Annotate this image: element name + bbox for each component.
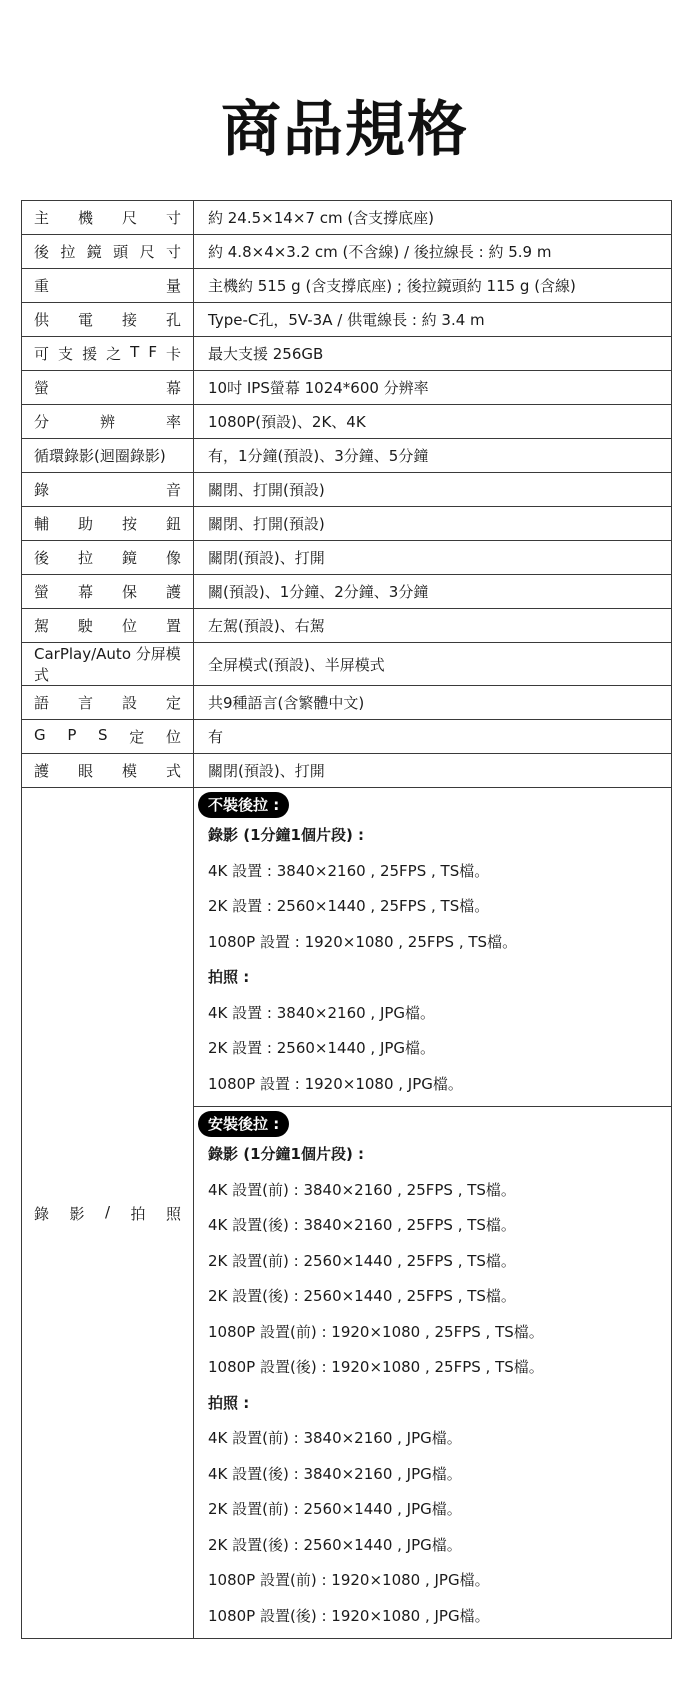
spec-row xyxy=(22,405,672,439)
spec-value-cell xyxy=(194,507,672,541)
video-heading: 錄影 (1分鐘1個片段) : xyxy=(208,826,365,844)
spec-value: 全屏模式(預設)、半屏模式 xyxy=(208,655,385,674)
section-badge: 不裝後拉 : xyxy=(198,792,289,818)
recording-label-spread: 錄 影 / 拍 照 xyxy=(34,1202,181,1223)
recording-row xyxy=(22,788,672,1639)
video-spec-line: 4K 設置(前) : 3840×2160 , 25FPS , TS檔。 xyxy=(208,1180,516,1199)
spec-label-cell xyxy=(22,686,194,720)
spec-row xyxy=(22,269,672,303)
spec-value: 左駕(預設)、右駕 xyxy=(208,617,325,635)
spec-label-cell xyxy=(22,609,194,643)
spec-row xyxy=(22,303,672,337)
spec-row xyxy=(22,575,672,609)
photo-spec-line: 2K 設置 : 2560×1440 , JPG檔。 xyxy=(208,1039,436,1057)
spec-label-cell xyxy=(22,473,194,507)
spec-value: 約 24.5×14×7 cm (含支撐底座) xyxy=(208,209,435,227)
spec-value-cell xyxy=(194,439,672,473)
photo-spec-line: 2K 設置(前) : 2560×1440 , JPG檔。 xyxy=(208,1500,462,1518)
photo-spec-line: 4K 設置(後) : 3840×2160 , JPG檔。 xyxy=(208,1464,462,1483)
spec-row xyxy=(22,643,672,686)
spec-label: 循環錄影(迴圈錄影) xyxy=(34,447,166,465)
spec-value-cell xyxy=(194,609,672,643)
spec-value: 有，1分鐘(預設)、3分鐘、5分鐘 xyxy=(208,447,429,465)
video-spec-line: 2K 設置(後) : 2560×1440 , 25FPS , TS檔。 xyxy=(208,1287,516,1305)
recording-section xyxy=(194,788,671,1107)
spec-label-spread: G P S 定 位 xyxy=(34,726,181,746)
spec-label-cell xyxy=(22,720,194,754)
photo-spec-line: 4K 設置(前) : 3840×2160 , JPG檔。 xyxy=(208,1429,462,1447)
spec-value: 有 xyxy=(208,728,224,746)
recording-section xyxy=(194,1107,671,1638)
spec-label-spread: 駕 駛 位 置 xyxy=(34,617,181,635)
spec-label-cell xyxy=(22,269,194,303)
spec-row xyxy=(22,473,672,507)
spec-value: 約 4.8×4×3.2 cm (不含線) / 後拉線長 : 約 5.9 m xyxy=(208,243,552,261)
video-spec-line: 2K 設置(前) : 2560×1440 , 25FPS , TS檔。 xyxy=(208,1251,516,1270)
section-badge: 安裝後拉 : xyxy=(198,1111,289,1137)
spec-value-cell xyxy=(194,473,672,507)
video-spec-line: 2K 設置 : 2560×1440 , 25FPS , TS檔。 xyxy=(208,897,490,915)
spec-label-spread: 分 辨 率 xyxy=(34,413,181,431)
spec-label: CarPlay/Auto 分屏模式 xyxy=(34,645,181,684)
spec-value: 最大支援 256GB xyxy=(208,345,324,363)
spec-value: 關閉(預設)、打開 xyxy=(208,762,325,780)
recording-value-cell xyxy=(194,788,672,1639)
spec-value-cell xyxy=(194,575,672,609)
spec-value-cell xyxy=(194,754,672,788)
spec-label-cell xyxy=(22,337,194,371)
spec-row xyxy=(22,754,672,788)
spec-label-spread: 螢 幕 保 護 xyxy=(34,583,181,601)
spec-label-cell xyxy=(22,201,194,235)
spec-value-cell xyxy=(194,371,672,405)
spec-value-cell xyxy=(194,541,672,575)
spec-value-cell xyxy=(194,337,672,371)
video-spec-line: 1080P 設置(後) : 1920×1080 , 25FPS , TS檔。 xyxy=(208,1358,544,1376)
spec-value-cell xyxy=(194,303,672,337)
spec-value: 關閉、打開(預設) xyxy=(208,515,325,533)
spec-label-cell xyxy=(22,507,194,541)
photo-heading: 拍照 : xyxy=(208,968,250,986)
spec-value: 共9種語言(含繁體中文) xyxy=(208,694,365,712)
photo-spec-line: 4K 設置 : 3840×2160 , JPG檔。 xyxy=(208,1003,436,1022)
photo-spec-line: 1080P 設置(前) : 1920×1080 , JPG檔。 xyxy=(208,1571,490,1589)
video-spec-line: 1080P 設置(前) : 1920×1080 , 25FPS , TS檔。 xyxy=(208,1322,544,1341)
spec-value: 主機約 515 g (含支撐底座) ; 後拉鏡頭約 115 g (含線) xyxy=(208,277,576,295)
spec-label-spread: 錄 音 xyxy=(34,481,181,499)
photo-heading: 拍照 : xyxy=(208,1393,250,1412)
spec-value: Type-C孔，5V-3A / 供電線長 : 約 3.4 m xyxy=(208,311,485,329)
spec-label-spread: 螢 幕 xyxy=(34,379,181,397)
spec-label-cell xyxy=(22,575,194,609)
photo-spec-line: 1080P 設置(後) : 1920×1080 , JPG檔。 xyxy=(208,1606,490,1625)
spec-value: 關閉(預設)、打開 xyxy=(208,549,325,567)
spec-row xyxy=(22,686,672,720)
spec-label-cell xyxy=(22,303,194,337)
spec-value: 10吋 IPS螢幕 1024*600 分辨率 xyxy=(208,379,429,397)
spec-label-spread: 主 機 尺 寸 xyxy=(34,209,181,227)
spec-value: 1080P(預設)、2K、4K xyxy=(208,413,366,431)
spec-value: 關(預設)、1分鐘、2分鐘、3分鐘 xyxy=(208,583,429,601)
spec-label-spread: 輔 助 按 鈕 xyxy=(34,515,181,533)
spec-table-body xyxy=(22,201,672,1639)
spec-row xyxy=(22,720,672,754)
video-spec-line: 1080P 設置 : 1920×1080 , 25FPS , TS檔。 xyxy=(208,932,518,951)
recording-label-cell xyxy=(22,788,194,1639)
spec-value-cell xyxy=(194,201,672,235)
spec-value-cell xyxy=(194,686,672,720)
spec-row xyxy=(22,507,672,541)
spec-value-cell xyxy=(194,269,672,303)
photo-spec-line: 2K 設置(後) : 2560×1440 , JPG檔。 xyxy=(208,1535,462,1554)
spec-label-spread: 語 言 設 定 xyxy=(34,694,181,712)
video-spec-line: 4K 設置 : 3840×2160 , 25FPS , TS檔。 xyxy=(208,861,490,880)
page-title: 商品規格 xyxy=(221,95,469,165)
spec-label-spread: 後 拉 鏡 像 xyxy=(34,549,181,567)
spec-label-cell xyxy=(22,754,194,788)
spec-label-spread: 重 量 xyxy=(34,277,181,295)
spec-label-cell xyxy=(22,235,194,269)
spec-label-spread: 可 支 援 之 T F 卡 xyxy=(34,343,181,363)
spec-label-cell xyxy=(22,405,194,439)
spec-label-spread: 護 眼 模 式 xyxy=(34,762,181,780)
spec-table xyxy=(21,200,672,1639)
spec-value-cell xyxy=(194,720,672,754)
photo-spec-line: 1080P 設置 : 1920×1080 , JPG檔。 xyxy=(208,1074,463,1093)
spec-row xyxy=(22,371,672,405)
spec-row xyxy=(22,235,672,269)
video-spec-line: 4K 設置(後) : 3840×2160 , 25FPS , TS檔。 xyxy=(208,1216,516,1234)
spec-value-cell xyxy=(194,643,672,686)
spec-value-cell xyxy=(194,405,672,439)
spec-row xyxy=(22,439,672,473)
video-heading: 錄影 (1分鐘1個片段) : xyxy=(208,1145,365,1163)
spec-label-cell xyxy=(22,371,194,405)
spec-label-cell xyxy=(22,439,194,473)
spec-label-spread: 供 電 接 孔 xyxy=(34,311,181,329)
spec-value: 關閉、打開(預設) xyxy=(208,481,325,499)
spec-label-cell xyxy=(22,541,194,575)
spec-row xyxy=(22,609,672,643)
spec-row xyxy=(22,541,672,575)
spec-row xyxy=(22,201,672,235)
spec-value-cell xyxy=(194,235,672,269)
spec-label-spread: 後 拉 鏡 頭 尺 寸 xyxy=(34,243,181,261)
spec-label-cell xyxy=(22,643,194,686)
spec-row xyxy=(22,337,672,371)
